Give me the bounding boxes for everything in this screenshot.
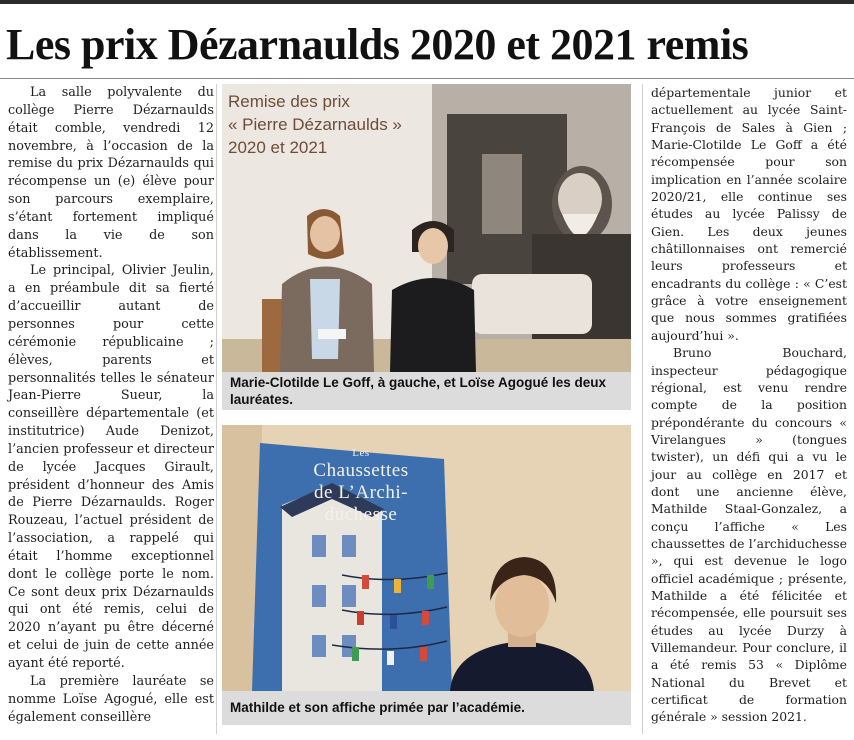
headline-rule xyxy=(0,78,854,79)
slide-line: Remise des prix xyxy=(228,92,350,111)
paragraph: La salle polyvalente du collège Pierre Dézarnaulds était comble, vendredi 12 novembre, à l’occasion de la remise du prix Dézarnaulds qui récompense un (e) élève pour son parcours exemplaire, s’étant fortement impliqué dans la vie de son établissement. xyxy=(8,85,214,261)
slide-title xyxy=(228,90,402,159)
paragraph: La première lauréate se nomme Loïse Agogué, elle est également conseillère xyxy=(8,673,214,725)
poster-photo xyxy=(222,425,631,691)
photo-caption: Marie-Clotilde Le Goff, à gauche, et Loïse Agogué les deux lauréates. xyxy=(222,372,631,410)
column-divider xyxy=(642,84,643,734)
slide-line: « Pierre Dézarnaulds » xyxy=(228,115,402,134)
poster-line: Les xyxy=(352,447,370,459)
poster-line: Chaussettes xyxy=(313,460,409,481)
paragraph: départementale junior et actuellement au lycée Saint-François de Sales à Gien ; Marie-Clotilde Le Goff a été récompensée pour son implication en l’année scolaire 2020/21, elle continue ses études au lycée Palissy de Gien. Les deux jeunes châtillonnaises ont remercié leurs professeurs et encadrants du collège : « C’est grâce à votre enseignement que nous sommes gratifiées aujourd’hui ». xyxy=(651,85,847,343)
ceremony-photo xyxy=(222,84,631,372)
paragraph: Bruno Bouchard, inspecteur pédagogique régional, est venu rendre compte de la position prépondérante du concours « Virelangues » (tongues twister), un défi qui a vu le jour au collège en 2017 et dont une ancienne élève, Mathilde Staal-Gonzalez, a conçu l’affiche « Les chaussettes de l’archiduchesse », qui est devenue le logo officiel académique ; présente, Mathilde a été félicitée et récompensée, elle poursuit ses études au lycée Durzy à Villemandeur. Pour conclure, il a été remis 53 « Diplôme National du Brevet et certificat de formation générale » session 2021. xyxy=(651,345,847,725)
right-column xyxy=(651,84,847,726)
top-rule xyxy=(0,0,854,4)
poster-line: de L’Archi- xyxy=(314,482,408,503)
poster-title xyxy=(286,447,436,526)
left-column xyxy=(8,84,214,726)
photo-caption: Mathilde et son affiche primée par l’académie. xyxy=(222,691,631,725)
paragraph: Le principal, Olivier Jeulin, a en préambule dit sa fierté d’accueillir autant de personnes pour cette cérémonie républicaine ; élèves, parents et personnalités telles le sénateur Jean-Pierre Sueur, la conseillère départementale (et institutrice) Aude Denizot, l’ancien professeur et directeur de lycée Jacques Girault, président d’honneur des Amis de Pierre Dézarnaulds. Roger Rouzeau, l’actuel président de l’association, a rappelé qui était l’homme exceptionnel dont le collège porte le nom. Ce sont deux prix Dézarnaulds qui ont été remis, celui de 2020 n’ayant pu être décerné et celui de juin de cette année ayant été reporté. xyxy=(8,263,214,671)
slide-line: 2020 et 2021 xyxy=(228,138,328,157)
headline: Les prix Dézarnaulds 2020 et 2021 remis xyxy=(6,20,749,69)
column-divider xyxy=(216,84,217,734)
poster-line: duchesse xyxy=(324,504,398,525)
